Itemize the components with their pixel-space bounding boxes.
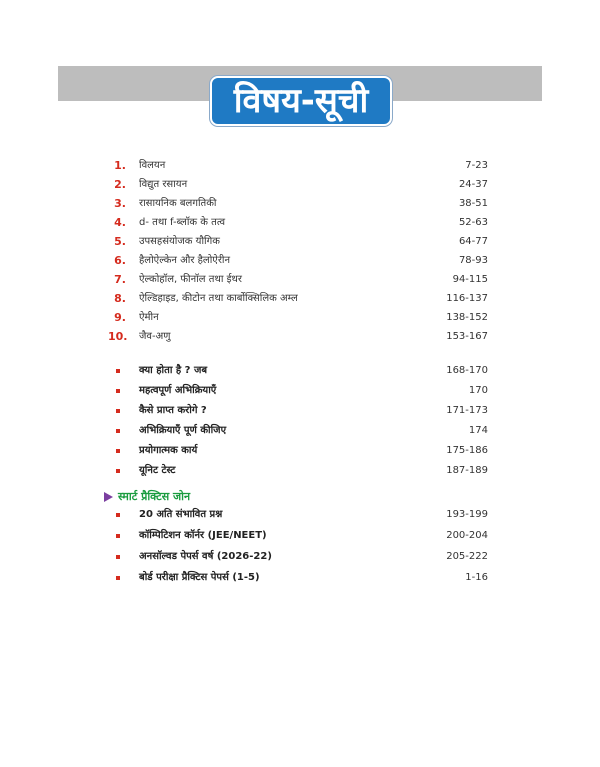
extra-pages: 168-170 xyxy=(446,365,488,376)
chapter-number: 3. xyxy=(114,197,126,210)
toc-row-chapter[interactable] xyxy=(108,215,488,231)
chapter-number: 7. xyxy=(114,273,126,286)
chapter-pages: 94-115 xyxy=(452,274,488,285)
toc-row-chapter[interactable] xyxy=(108,253,488,269)
toc-row-chapter[interactable] xyxy=(108,158,488,174)
toc-row-chapter[interactable] xyxy=(108,177,488,193)
bullet-icon xyxy=(116,449,120,453)
bullet-icon xyxy=(116,469,120,473)
toc-row-chapter[interactable] xyxy=(108,196,488,212)
chapter-label: ऐमीन xyxy=(139,312,159,323)
smart-pages: 205-222 xyxy=(446,551,488,562)
extra-label: अभिक्रियाएँ पूर्ण कीजिए xyxy=(139,425,227,436)
bullet-icon xyxy=(116,513,120,517)
bullet-icon xyxy=(116,429,120,433)
chapter-label: हैलोऐल्केन और हैलोऐरीन xyxy=(139,255,231,266)
chapter-pages: 64-77 xyxy=(458,236,488,247)
toc-row-extra[interactable] xyxy=(108,463,488,479)
chapter-pages: 7-23 xyxy=(465,160,488,171)
chapter-number: 2. xyxy=(114,178,126,191)
title-box xyxy=(210,76,392,126)
extra-pages: 171-173 xyxy=(446,405,488,416)
chapter-label: जैव-अणु xyxy=(139,331,171,342)
chapter-number: 4. xyxy=(114,216,126,229)
toc-row-chapter[interactable] xyxy=(108,310,488,326)
chapter-label: उपसहसंयोजक यौगिक xyxy=(139,236,220,247)
extra-pages: 174 xyxy=(468,425,488,436)
smart-label: अनसॉल्वड पेपर्स वर्ष (2026-22) xyxy=(139,551,272,562)
extra-label: यूनिट टेस्ट xyxy=(139,465,176,476)
smart-pages: 200-204 xyxy=(446,530,488,541)
chapter-label: d- तथा f-ब्लॉक के तत्व xyxy=(139,217,226,228)
bullet-icon xyxy=(116,409,120,413)
chapter-pages: 52-63 xyxy=(458,217,488,228)
toc-row-smart[interactable] xyxy=(108,549,488,565)
bullet-icon xyxy=(116,534,120,538)
chapter-label: ऐल्कोहॉल, फीनॉल तथा ईथर xyxy=(139,274,242,285)
toc-row-extra[interactable] xyxy=(108,383,488,399)
smart-zone-label: स्मार्ट प्रैक्टिस जोन xyxy=(118,490,191,503)
chapter-pages: 153-167 xyxy=(446,331,488,342)
chapter-pages: 116-137 xyxy=(446,293,488,304)
extra-pages: 187-189 xyxy=(446,465,488,476)
toc-row-chapter[interactable] xyxy=(108,272,488,288)
extra-pages: 175-186 xyxy=(446,445,488,456)
triangle-icon xyxy=(104,492,113,502)
bullet-icon xyxy=(116,389,120,393)
chapter-pages: 78-93 xyxy=(458,255,488,266)
smart-pages: 193-199 xyxy=(446,509,488,520)
chapter-pages: 24-37 xyxy=(458,179,488,190)
extra-label: प्रयोगात्मक कार्य xyxy=(139,445,198,456)
chapter-number: 9. xyxy=(114,311,126,324)
toc-row-chapter[interactable] xyxy=(108,291,488,307)
chapter-number: 1. xyxy=(114,159,126,172)
toc-row-smart[interactable] xyxy=(108,570,488,586)
toc-row-smart[interactable] xyxy=(108,507,488,523)
toc-row-extra[interactable] xyxy=(108,363,488,379)
smart-label: 20 अति संभावित प्रश्न xyxy=(139,509,223,520)
smart-label: बोर्ड परीक्षा प्रैक्टिस पेपर्स (1-5) xyxy=(139,572,260,583)
toc-row-extra[interactable] xyxy=(108,403,488,419)
chapter-label: रासायनिक बलगतिकी xyxy=(139,198,217,209)
extra-label: क्या होता है ? जब xyxy=(139,365,208,376)
chapter-pages: 38-51 xyxy=(458,198,488,209)
chapter-number: 8. xyxy=(114,292,126,305)
bullet-icon xyxy=(116,576,120,580)
toc-row-chapter[interactable] xyxy=(108,329,488,345)
chapter-number: 6. xyxy=(114,254,126,267)
chapter-number: 10. xyxy=(108,330,128,343)
chapter-label: विद्युत रसायन xyxy=(139,179,188,190)
bullet-icon xyxy=(116,555,120,559)
page-title: विषय-सूची xyxy=(233,81,369,121)
chapter-label: ऐल्डिहाइड, कीटोन तथा कार्बोक्सिलिक अम्ल xyxy=(139,293,298,304)
extra-pages: 170 xyxy=(468,385,488,396)
extra-label: महत्वपूर्ण अभिक्रियाएँ xyxy=(139,385,217,396)
toc-row-chapter[interactable] xyxy=(108,234,488,250)
toc-row-smart[interactable] xyxy=(108,528,488,544)
extra-label: कैसे प्राप्त करोगे ? xyxy=(139,405,207,416)
bullet-icon xyxy=(116,369,120,373)
smart-pages: 1-16 xyxy=(465,572,488,583)
smart-label: कॉम्पिटिशन कॉर्नर (JEE/NEET) xyxy=(139,530,267,541)
chapter-number: 5. xyxy=(114,235,126,248)
chapter-pages: 138-152 xyxy=(446,312,488,323)
chapter-label: विलयन xyxy=(139,160,166,171)
toc-row-extra[interactable] xyxy=(108,443,488,459)
toc-row-extra[interactable] xyxy=(108,423,488,439)
